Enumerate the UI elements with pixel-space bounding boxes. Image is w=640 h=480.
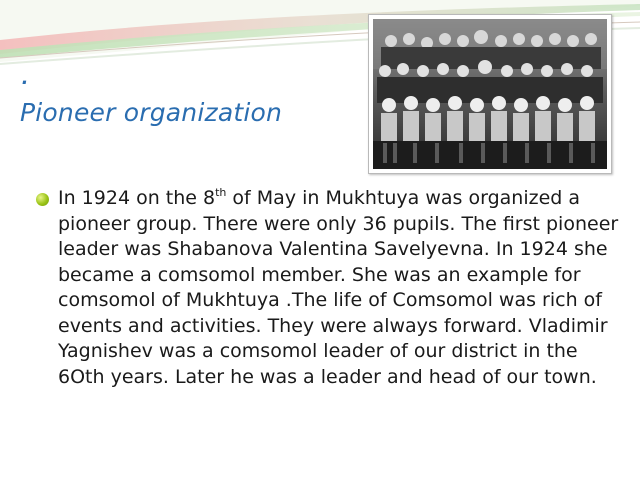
ordinal-suffix: th: [215, 185, 227, 199]
group-photo-image: [373, 19, 607, 169]
group-photo: [368, 14, 612, 174]
slide-title: Pioneer organization: [20, 98, 283, 127]
title-dot: .: [22, 64, 29, 89]
bullet-item: [36, 186, 621, 390]
bullet-text-part-1: In 1924 on the 8: [58, 187, 216, 209]
bullet-text-part-2: of May in Mukhtuya was organized a pioneer group. There were only 36 pupils. The first pioneer leader was Shabanova Valentina Savelyevna. In 1924 she became a comsomol member. She was an example for comsomol of Mukhtuya .The life of Comsomol was rich of events and activities. They were always forward. Vladimir Yagnishev was a comsomol leader of our district in the 6Oth years. Later he was a leader and head of our town.: [58, 187, 619, 388]
bullet-list: [36, 186, 621, 390]
